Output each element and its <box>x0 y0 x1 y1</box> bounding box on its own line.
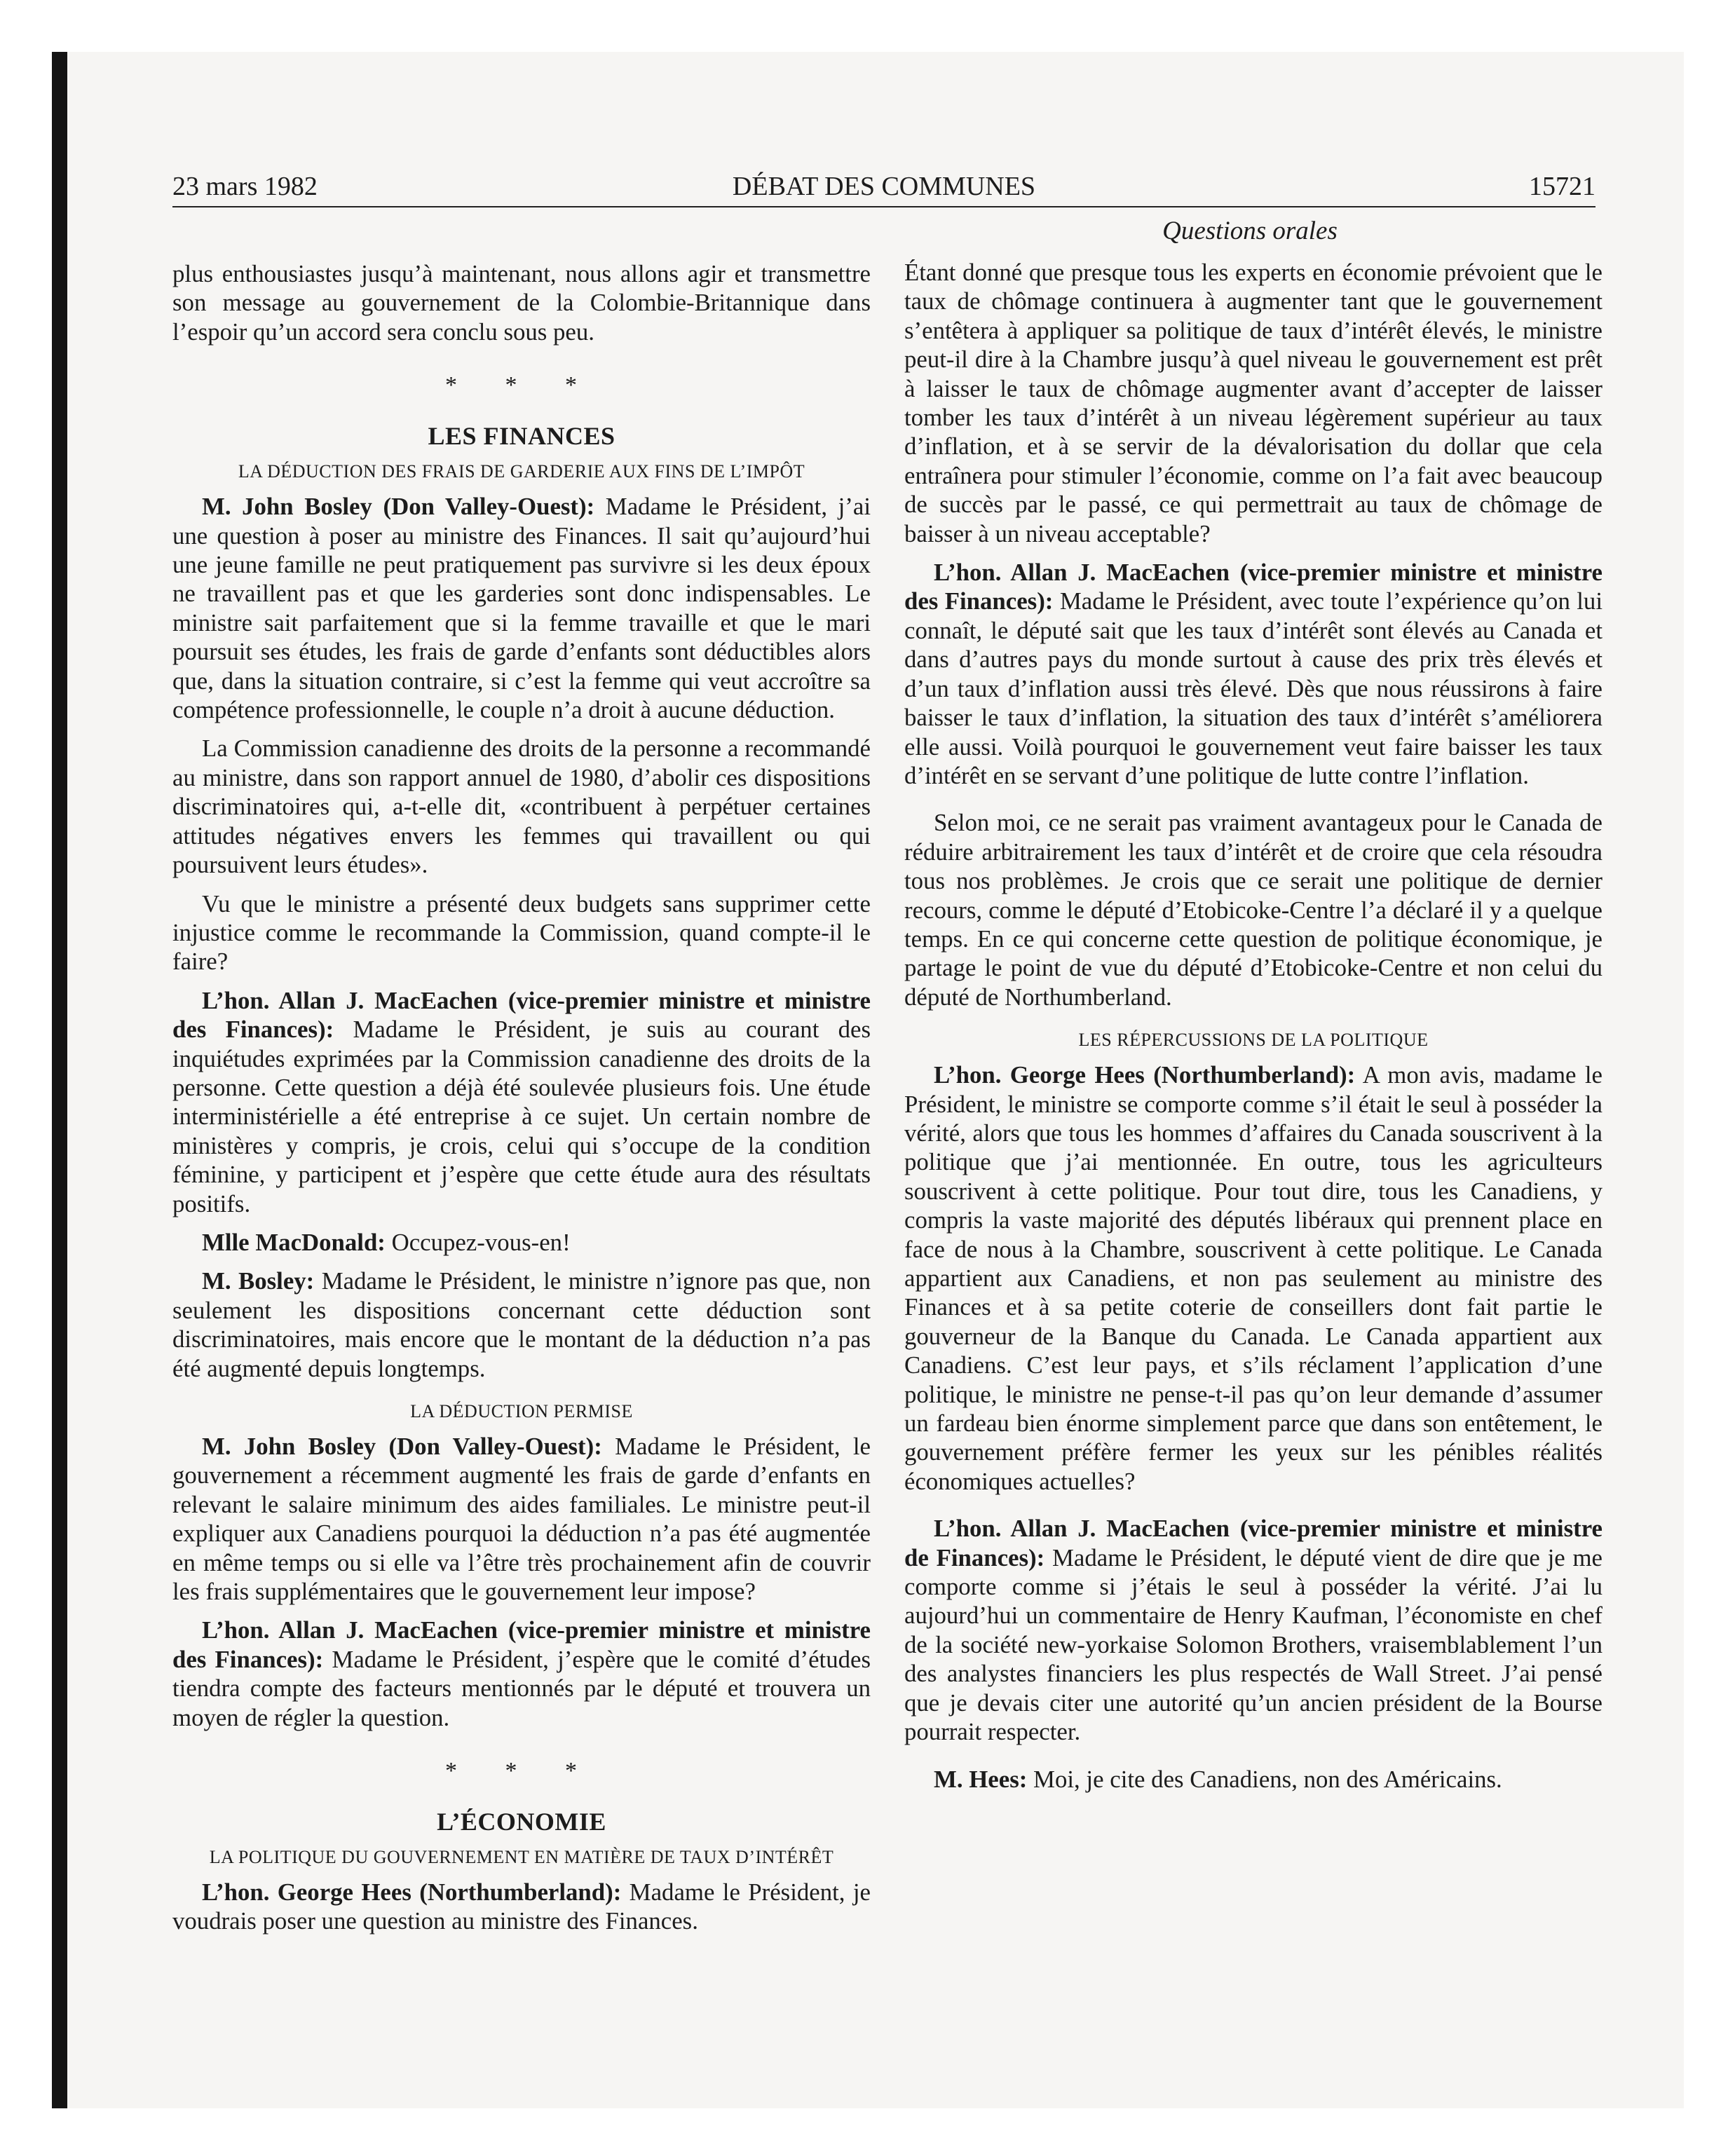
speech-paragraph <box>172 1228 871 1257</box>
speaker-name: M. John Bosley (Don Valley-Ouest): <box>202 493 595 521</box>
speaker-name: L’hon. Allan J. MacEachen (vice-premier ministre et ministre de Finances): <box>904 1515 1603 1571</box>
rubric-heading: LA DÉDUCTION PERMISE <box>410 1401 633 1421</box>
speech-text: Madame le Président, le gouvernement a récemment augmenté les frais de garde d’enfants en relevant le salaire minimum des aides familiales. Le ministre peut-il expliquer aux Canadiens pourquoi la déduction n’a pas été augmentée en même temps ou si elle va l’être très prochainement afin de couvrir les frais supplémentaires que le gouvernement leur impose? <box>172 1433 871 1606</box>
column-running-head: Questions orales <box>1162 217 1338 245</box>
section-heading: LES FINANCES <box>428 422 615 451</box>
speaker-name: L’hon. George Hees (Northumberland): <box>934 1061 1356 1089</box>
speaker-name: M. Hees: <box>934 1765 1028 1793</box>
speaker-name: L’hon. George Hees (Northumberland): <box>202 1878 622 1906</box>
rubric-heading: LA DÉDUCTION DES FRAIS DE GARDERIE AUX FINS DE L’IMPÔT <box>238 461 805 482</box>
speaker-name: M. John Bosley (Don Valley-Ouest): <box>202 1433 602 1460</box>
speech-text: A mon avis, madame le Président, le ministre se comporte comme s’il était le seul à posséder la vérité, alors que tous les hommes d’affaires du Canada souscrivent à la politique que j’ai mentionnée. En outre, tous les agriculteurs souscrivent à cette politique. Pour tout dire, tous les Canadiens, y compris la vaste majorité des députés libéraux qui prennent place en face de nous à la Chambre, souscrivent à cette politique. Le Canada appartient aux Canadiens, et non pas seulement au ministre des Finances et à sa petite coterie de conseillers dont fait partie le gouverneur de la Banque du Canada. Le Canada appartient aux Canadiens. C’est leur pays, et s’ils réclament l’application d’une politique, le ministre ne pense-t-il pas qu’on leur demande d’assumer un fardeau bien énorme simplement parce que dans son entêtement, le gouvernement préfère fermer les yeux sur les pénibles réalités économiques actuelles? <box>904 1061 1603 1495</box>
section-separator: * * * <box>445 372 598 399</box>
left-column <box>172 259 871 1946</box>
speech-paragraph <box>172 492 871 724</box>
speech-text: Madame le Président, je suis au courant des inquiétudes exprimées par la Commission canadienne des droits de la personne. Cette question a déjà été soulevée plusieurs fois. Une étude interministérielle a été entreprise à ce sujet. Un certain nombre de ministères y compris, je crois, celui qui s’occupe de la condition féminine, y participent et j’espère que cette étude aura des résultats positifs. <box>172 1016 871 1217</box>
speech-paragraph <box>904 1765 1603 1794</box>
paragraph: La Commission canadienne des droits de la personne a recommandé au ministre, dans son rapport annuel de 1980, d’abolir ces dispositions discriminatoires qui, a-t-elle dit, «contribuent à perpétuer certaines attitudes négatives envers les femmes qui travaillent ou qui poursuivent leurs études». <box>172 735 871 879</box>
speaker-name: L’hon. Allan J. MacEachen (vice-premier ministre et ministre des Finances): <box>904 559 1603 615</box>
section-heading: L’ÉCONOMIE <box>437 1808 606 1836</box>
rubric-heading: LA POLITIQUE DU GOUVERNEMENT EN MATIÈRE DE TAUX D’INTÉRÊT <box>209 1847 834 1868</box>
speech-paragraph <box>172 986 871 1218</box>
speech-paragraph <box>172 1267 871 1383</box>
speaker-name: M. Bosley: <box>202 1267 315 1295</box>
section-separator: * * * <box>445 1758 598 1785</box>
right-column <box>904 258 1603 1803</box>
speech-paragraph <box>904 558 1603 790</box>
rubric-heading: LES RÉPERCUSSIONS DE LA POLITIQUE <box>1078 1030 1429 1051</box>
speech-paragraph <box>172 1432 871 1606</box>
speech-text: Occupez-vous-en! <box>385 1228 571 1256</box>
header-date: 23 mars 1982 <box>172 172 318 201</box>
speech-text: Madame le Président, j’espère que le comité d’études tiendra compte des facteurs mentionnés par le député et trouvera un moyen de régler la question. <box>172 1645 871 1731</box>
header-title: DÉBAT DES COMMUNES <box>732 172 1036 201</box>
speech-text: Moi, je cite des Canadiens, non des Américains. <box>1027 1765 1502 1793</box>
header-rule <box>172 206 1595 207</box>
speech-paragraph <box>904 1060 1603 1496</box>
paragraph: Vu que le ministre a présenté deux budgets sans supprimer cette injustice comme le recommande la Commission, quand compte-il le faire? <box>172 889 871 976</box>
header-page-number: 15721 <box>1529 172 1595 201</box>
paragraph: Selon moi, ce ne serait pas vraiment avantageux pour le Canada de réduire arbitrairement les taux d’intérêt et de croire que cela résoudra tous nos problèmes. Je crois que ce serait une politique de dernier recours, comme le député d’Etobicoke-Centre l’a déclaré il y a quelque temps. En ce qui concerne cette question de politique économique, je partage le point de vue du député d’Etobicoke-Centre et non celui du député de Northumberland. <box>904 809 1603 1011</box>
speech-text: Madame le Président, j’ai une question à poser au ministre des Finances. Il sait qu’aujourd’hui une jeune famille ne peut pratiquement pas survivre si les deux époux ne travaillent pas et que les garderies sont donc indispensables. Le ministre sait parfaitement que si la femme travaille et que le mari poursuit ses études, les frais de garde d’enfants sont déductibles alors que, dans la situation contraire, si c’est la femme qui veut accroître sa compétence professionnelle, le couple n’a droit à aucune déduction. <box>172 493 871 724</box>
page-header <box>172 167 1595 206</box>
speaker-name: L’hon. Allan J. MacEachen (vice-premier ministre et ministre des Finances): <box>172 986 871 1044</box>
speaker-name: L’hon. Allan J. MacEachen (vice-premier ministre et ministre des Finances): <box>172 1616 871 1673</box>
paragraph: plus enthousiastes jusqu’à maintenant, nous allons agir et transmettre son message au gouvernement de la Colombie-Britannique dans l’espoir qu’un accord sera conclu sous peu. <box>172 260 871 346</box>
scan-binding-edge <box>52 52 67 2108</box>
speech-paragraph <box>172 1878 871 1936</box>
speech-text: Madame le Président, le député vient de dire que je me comporte comme si j’étais le seul à posséder la vérité. J’ai lu aujourd’hui un commentaire de Henry Kaufman, l’économiste en chef de la société new-yorkaise Solomon Brothers, vraisemblablement l’un des analystes financiers les plus respectés de Wall Street. J’ai pensé que je devais citer une autorité qu’un ancien président de la Bourse pourrait respecter. <box>904 1543 1603 1746</box>
speaker-name: Mlle MacDonald: <box>202 1228 386 1256</box>
speech-text: Madame le Président, avec toute l’expérience qu’on lui connaît, le député sait que les taux d’intérêt sont élevés au Canada et dans d’autres pays du monde surtout à cause des prix très élevés et d’un taux d’inflation aussi très élevé. Dès que nous réussirons à faire baisser le taux d’inflation, la situation des taux d’intérêt s’améliorera elle aussi. Voilà pourquoi le gouvernement veut faire baisser les taux d’intérêt en se servant d’une politique de lutte contre l’inflation. <box>904 587 1603 789</box>
speech-paragraph <box>904 1514 1603 1746</box>
speech-text: Madame le Président, je voudrais poser une question au ministre des Finances. <box>172 1878 871 1935</box>
speech-text: Madame le Président, le ministre n’ignore pas que, non seulement les dispositions concernant cette déduction sont discriminatoires, mais encore que le montant de la déduction n’a pas été augmenté depuis longtemps. <box>172 1267 871 1382</box>
speech-paragraph <box>172 1616 871 1732</box>
paragraph: Étant donné que presque tous les experts en économie prévoient que le taux de chômage continuera à augmenter tant que le gouvernement s’entêtera à appliquer sa politique de taux d’intérêt élevés, le ministre peut-il dire à la Chambre jusqu’à quel niveau le gouvernement est prêt à laisser le taux de chômage augmenter avant d’accepter de laisser tomber les taux d’intérêt à un niveau légèrement supérieur au taux d’inflation, et à se servir de la dévalorisation du dollar que cela entraînera pour stimuler l’économie, comme on l’a fait avec beaucoup de succès par le passé, ce qui permettrait au taux de chômage de baisser à un niveau acceptable? <box>904 259 1603 547</box>
